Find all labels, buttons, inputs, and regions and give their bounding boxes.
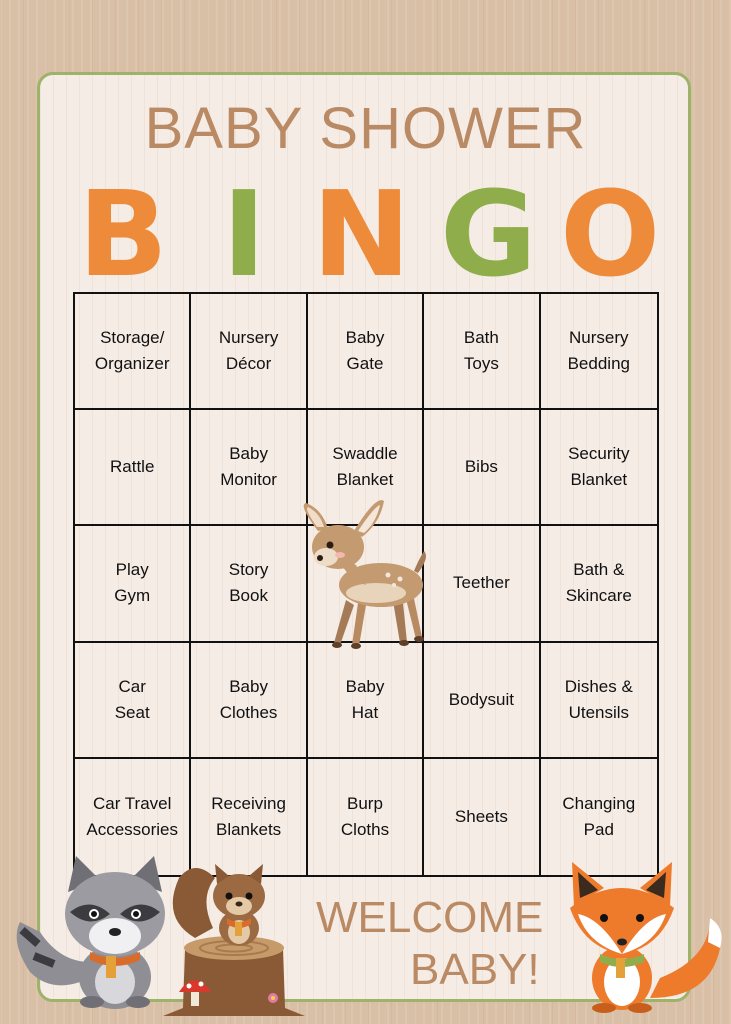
- bingo-cell[interactable]: Bodysuit: [424, 643, 540, 759]
- bingo-cell[interactable]: Bath Toys: [424, 294, 540, 410]
- fox-illustration: [560, 858, 725, 1014]
- bingo-cell[interactable]: Nursery Décor: [191, 294, 307, 410]
- bingo-cell[interactable]: Swaddle Blanket: [308, 410, 424, 526]
- bingo-cell[interactable]: Security Blanket: [541, 410, 657, 526]
- bingo-cell[interactable]: Burp Cloths: [308, 759, 424, 875]
- fawn-illustration: [296, 495, 432, 655]
- bingo-cell[interactable]: Rattle: [75, 410, 191, 526]
- page-title: BABY SHOWER: [144, 96, 587, 161]
- bingo-cell[interactable]: Nursery Bedding: [541, 294, 657, 410]
- welcome-text: WELCOME: [316, 893, 544, 942]
- bingo-cell[interactable]: Story Book: [191, 526, 307, 642]
- bingo-cell[interactable]: Baby Gate: [308, 294, 424, 410]
- bingo-cell[interactable]: Bath & Skincare: [541, 526, 657, 642]
- bingo-letter-n: N: [312, 165, 411, 303]
- bingo-cell[interactable]: Baby Hat: [308, 643, 424, 759]
- bingo-letter-o: O: [560, 165, 661, 303]
- bingo-letter-g: G: [440, 165, 537, 303]
- bingo-cell[interactable]: Car Travel Accessories: [75, 759, 191, 875]
- bingo-letter-i: I: [222, 165, 266, 303]
- bingo-cell[interactable]: Dishes & Utensils: [541, 643, 657, 759]
- bingo-header: [0, 165, 731, 303]
- bingo-cell[interactable]: Teether: [424, 526, 540, 642]
- bingo-cell[interactable]: Baby Clothes: [191, 643, 307, 759]
- bingo-letter-b: B: [78, 165, 168, 303]
- bingo-cell[interactable]: Changing Pad: [562, 793, 636, 839]
- bingo-cell[interactable]: Car Seat: [75, 643, 191, 759]
- bingo-cell[interactable]: Receiving Blankets: [191, 759, 307, 875]
- bingo-cell[interactable]: Sheets: [424, 759, 540, 875]
- bingo-cell[interactable]: Storage/ Organizer: [75, 294, 191, 410]
- bingo-cell[interactable]: Play Gym: [75, 526, 191, 642]
- bingo-cell[interactable]: Bibs: [424, 410, 540, 526]
- squirrel-on-stump-illustration: [155, 858, 320, 1018]
- bingo-cell[interactable]: Baby Monitor: [191, 410, 307, 526]
- baby-text: BABY!: [410, 945, 540, 994]
